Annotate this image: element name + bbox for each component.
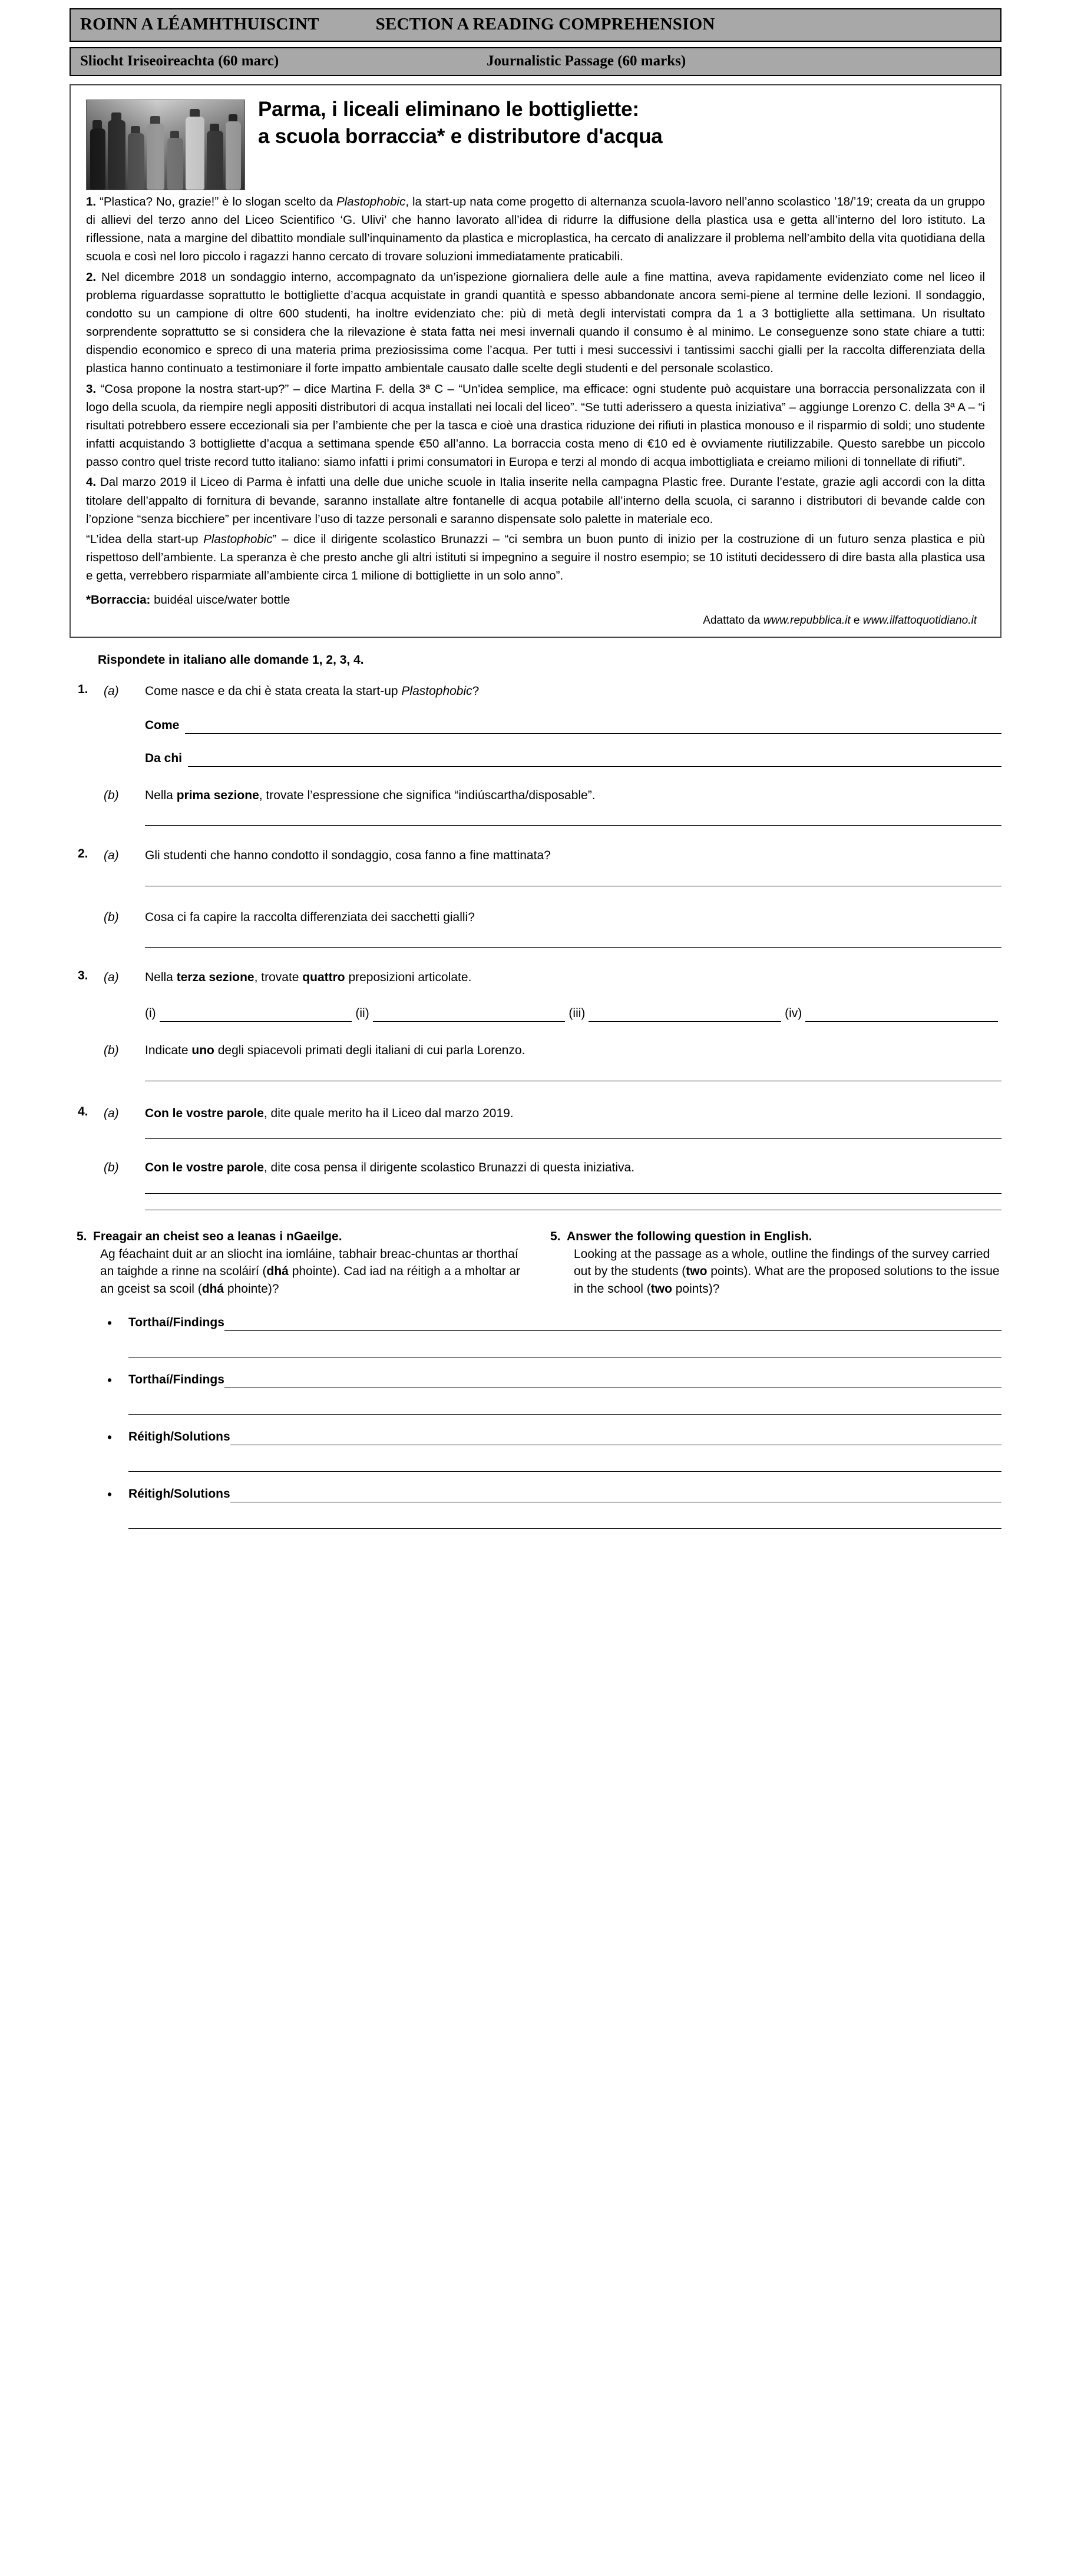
credit-source-2: www.ilfattoquotidiano.it [862, 614, 977, 627]
paragraph-number: 1. [86, 195, 97, 208]
bullet-item [107, 1373, 1001, 1388]
section-title-irish: ROINN A LÉAMHTHUISCINT [80, 15, 319, 34]
bullet-label-findings: Torthaí/Findings [128, 1316, 224, 1330]
question-5-irish-body [100, 1246, 528, 1298]
question-3b [104, 1042, 1001, 1059]
q1a-text-part-1: Come nasce e da chi è stata creata la start-up [145, 684, 402, 698]
question-5-english-body [574, 1246, 1001, 1298]
paragraph-number: 4. [86, 475, 97, 489]
bullet-dot-icon: • [107, 1372, 113, 1388]
passage-paragraph-2 [86, 268, 985, 378]
passage-paragraph-4 [86, 473, 985, 528]
q3b-text-part-1: Indicate [145, 1044, 192, 1058]
q4b-bold-prompt: Con le vostre parole [145, 1161, 264, 1175]
question-4a [104, 1105, 1001, 1123]
answer-line[interactable] [230, 1491, 1001, 1502]
question-2b [104, 909, 1001, 926]
question-1-number: 1. [78, 683, 88, 697]
paragraph-text-part-1: “Plastica? No, grazie!” è lo slogan scelto da [100, 195, 336, 208]
section-title-english: SECTION A READING COMPREHENSION [375, 15, 715, 34]
q3a-bold-count: quattro [302, 971, 345, 985]
roman-label-ii: (ii) [355, 1006, 369, 1021]
question-5-irish-head [70, 1228, 528, 1246]
footnote-term: *Borraccia: [86, 593, 151, 607]
q5ga-text-part-1: Ag féachaint duit ar an sliocht ina iomláine, tabhair breac-chuntas ar thorthaí an taighde a rinne na scoláirí ( [100, 1247, 518, 1279]
question-2b-text: Cosa ci fa capire la raccolta differenziata dei sacchetti gialli? [145, 910, 475, 924]
bullet-dot-icon: • [107, 1486, 113, 1502]
glossary-footnote [86, 593, 985, 607]
q3a-text-part-2: , trovate [254, 971, 303, 985]
paragraph-number: 2. [86, 270, 97, 284]
q5en-bold-points-1: two [686, 1264, 708, 1279]
article-headline [258, 96, 985, 150]
question-4b-letter: (b) [104, 1161, 119, 1175]
headline-line-2: a scuola borraccia* e distributore d'acqua [258, 124, 663, 148]
q1b-text-part-2: , trovate l’espressione che significa “indiúscartha/disposable”. [259, 788, 596, 802]
answer-instruction: Rispondete in italiano alle domande 1, 2, 3, 4. [98, 653, 364, 667]
q5en-bold-points-2: two [650, 1282, 672, 1296]
answer-line[interactable] [145, 1193, 1001, 1194]
question-5-answer-area [70, 1316, 1001, 1529]
startup-name-italic: Plastophobic [336, 195, 406, 208]
q5ga-bold-points-1: dhá [266, 1264, 289, 1279]
footnote-definition: buidéal uisce/water bottle [150, 593, 290, 607]
question-2a [104, 847, 1001, 865]
q5ga-text-part-2: phointe). Cad iad na réitigh a a mholtar ar an gceist sa scoil ( [100, 1264, 521, 1296]
answer-line[interactable] [145, 946, 1001, 948]
closing-text-part-2: ” – dice il dirigente scolastico Brunazzi – “ci sembra un buon punto di inizio per la costruzione di un futuro senza plastica e più rispettoso dell’ambiente. La speranza è che presto anche gli altri istituti si impegnino a seguire il nostro esempio; se 10 istituti decidessero di dire basta alla plastica usa e getta, verrebbero risparmiate all’ambiente circa 1 milione di bottigliette in un solo anno”. [86, 532, 985, 583]
startup-name-italic: Plastophobic [203, 532, 273, 546]
closing-text-part-1: “L’idea della start-up [86, 532, 204, 546]
water-bottles-photo [86, 100, 245, 190]
answer-line[interactable] [589, 1011, 781, 1022]
question-5-english-number: 5. [550, 1229, 561, 1243]
question-2a-text: Gli studenti che hanno condotto il sondaggio, cosa fanno a fine mattinata? [145, 849, 551, 863]
bullet-item [107, 1487, 1001, 1502]
answer-line[interactable] [145, 1138, 1001, 1139]
question-4b [104, 1159, 1001, 1177]
photo-overlay [87, 100, 244, 190]
question-1a-letter: (a) [104, 684, 119, 698]
answer-line[interactable] [185, 721, 1001, 734]
question-3b-text [145, 1042, 1001, 1059]
question-1b-text [145, 787, 1001, 804]
q1b-text-part-1: Nella [145, 788, 177, 802]
paragraph-text: Nel dicembre 2018 un sondaggio interno, accompagnato da un’ispezione giornaliera delle aule a fine mattina, aveva rapidamente evidenziato come nel liceo il problema riguardasse soprattutto le bottigliette d’acqua acquistate in grandi quantità e spesso abbandonate ancora semi-piene al termine delle lezioni. Il sondaggio, condotto su un campione di oltre 600 studenti, ha inoltre evidenziato che: più di metà degli intervistati compra da 1 a 3 bottigliette alla settimana. Un risultato sorprendente soprattutto se si considera che la rilevazione è stata fatta nei mesi invernali quando il consumo è al minimo. Le conseguenze sono state chiare a tutti: dispendio economico e spreco di una materia prima preziosissima come l’acqua. Per tutti i mesi successivi i tantissimi sacchi gialli per la raccolta differenziata della plastica hanno continuato a testimoniare il forte impatto ambientale causato dalle scelte degli studenti e del personale scolastico. [86, 270, 985, 376]
bullet-item [107, 1430, 1001, 1445]
bullet-label-findings: Torthaí/Findings [128, 1373, 224, 1387]
passage-paragraph-3 [86, 380, 985, 472]
question-2 [70, 847, 1001, 948]
answer-line[interactable] [128, 1346, 1001, 1357]
question-4a-letter: (a) [104, 1106, 119, 1120]
question-2-body [104, 847, 1001, 948]
question-5-english-column [543, 1228, 1001, 1298]
paragraph-text: “Cosa propone la nostra start-up?” – dice Martina F. della 3ª C – “Un'idea semplice, ma efficace: ogni studente può acquistare una borraccia personalizzata con il logo della scuola, da riempire negli appositi distributori di acqua installati nei locali del liceo”. “Se tutti aderissero a questa iniziativa” – aggiunge Lorenzo C. della 3ª A – “i risultati potrebbero essere eccezionali sia per l’ambiente che per la tasca e cioè una drastica riduzione dei rifiuti in plastica monouso e il risparmio di soldi; uno studente infatti acquistando 3 bottigliette d’acqua a settimana spende €50 all’anno. La borraccia costa meno di €10 ed è ovviamente riutilizzabile. Questo sarebbe un piccolo passo contro quel triste record tutto italiano: siamo infatti i primi consumatori in Europa e terzi al mondo di acqua imbottigliata e creiamo milioni di tonnellate di rifiuti”. [86, 382, 985, 469]
bullet-label-solutions: Réitigh/Solutions [128, 1430, 230, 1444]
headline-block [86, 96, 985, 193]
answer-line[interactable] [188, 754, 1001, 767]
q1b-bold-section: prima sezione [176, 788, 259, 802]
preposition-answer-row [145, 1006, 1001, 1022]
question-4-number: 4. [78, 1104, 88, 1118]
passage-type-row [80, 53, 992, 69]
question-1b-letter: (b) [104, 788, 119, 802]
roman-label-i: (i) [145, 1006, 156, 1021]
answer-line[interactable] [145, 1080, 1001, 1081]
question-5-irish-title: Freagair an cheist seo a leanas i nGaeilge. [93, 1229, 342, 1243]
answer-line[interactable] [128, 1403, 1001, 1415]
roman-label-iv: (iv) [785, 1006, 802, 1021]
reading-passage-box [70, 84, 1001, 638]
answer-label-come: Come [145, 718, 180, 732]
question-3-body [104, 969, 1001, 1081]
answer-field-come[interactable] [145, 719, 1001, 734]
q4b-text: , dite cosa pensa il dirigente scolastico Brunazzi di questa iniziativa. [263, 1161, 635, 1175]
question-1a-text [145, 683, 1001, 700]
answer-line[interactable] [224, 1377, 1001, 1388]
question-5-bilingual [70, 1228, 1001, 1298]
question-3a-text [145, 969, 1001, 986]
paragraph-number: 3. [86, 382, 97, 396]
source-credit [86, 614, 985, 627]
paragraph-text: Dal marzo 2019 il Liceo di Parma è infatti una delle due uniche scuole in Italia inserite nella campagna Plastic free. Durante l’estate, grazie agli accordi con la ditta titolare dell’appalto di fornitura di bevande, saranno installate altre fontanelle di acqua potabile all’interno della scuola, ci saranno i distributori di bevande calde con l’opzione “senza bicchiere” per incentivare l’uso di tazze personali e saranno dispensate solo palette in materiale eco. [86, 475, 985, 526]
passage-type-irish: Sliocht Iriseoireachta (60 marc) [80, 53, 279, 69]
q3a-text-part-1: Nella [145, 971, 177, 985]
answer-line[interactable] [145, 1209, 1001, 1210]
answer-line[interactable] [230, 1434, 1001, 1445]
q5ga-bold-points-2: dhá [201, 1282, 224, 1296]
question-5-irish-column [70, 1228, 528, 1298]
q5en-text-part-2: points). What are the proposed solutions to the issue in the school ( [574, 1264, 1000, 1296]
answer-label-dachi: Da chi [145, 751, 183, 765]
headline-line-1: Parma, i liceali eliminano le bottigliette: [258, 98, 639, 121]
question-3a-letter: (a) [104, 971, 119, 985]
section-banner [70, 8, 1001, 42]
answer-line[interactable] [805, 1011, 998, 1022]
question-1 [70, 683, 1001, 826]
credit-conjunction: e [850, 614, 863, 627]
question-1-body [104, 683, 1001, 826]
answer-line[interactable] [224, 1320, 1001, 1331]
paragraph-text-part-2: , la start-up nata come progetto di alternanza scuola-lavoro nell’anno scolastico ’18/’19; creata da un gruppo di allievi del terzo anno del Liceo Scientifico ‘G. Ulivi’ che hanno lavorato all’idea di ridurre la diffusione della plastica usa e getta all’interno del loro istituto. La riflessione, nata a margine del dibattito mondiale sull’inquinamento da plastica e microplastica, ha cercato di analizzare il problema nell’ambito della vita quotidiana della scuola e così nel loro piccolo i ragazzi hanno cercato di trovare soluzioni immediatamente praticabili. [86, 195, 985, 264]
q5en-text-part-3: points)? [672, 1282, 720, 1296]
bullet-dot-icon: • [107, 1315, 113, 1331]
question-2b-letter: (b) [104, 910, 119, 924]
credit-prefix: Adattato da [703, 614, 763, 627]
roman-label-iii: (iii) [568, 1006, 586, 1021]
bullet-item [107, 1316, 1001, 1331]
answer-line[interactable] [145, 885, 1001, 886]
question-1b [104, 787, 1001, 804]
bullet-label-solutions: Réitigh/Solutions [128, 1487, 230, 1501]
section-banner-row [80, 15, 992, 34]
answer-line[interactable] [373, 1011, 566, 1022]
question-2-number: 2. [78, 847, 88, 861]
question-1a [104, 683, 1001, 700]
question-3-number: 3. [78, 969, 88, 983]
answer-line[interactable] [145, 825, 1001, 826]
answer-line[interactable] [128, 1518, 1001, 1529]
q1a-text-part-2: ? [472, 684, 480, 698]
question-3a [104, 969, 1001, 986]
answer-line[interactable] [128, 1461, 1001, 1472]
passage-paragraph-1 [86, 193, 985, 266]
credit-source-1: www.repubblica.it [763, 614, 851, 627]
question-5-english-head [543, 1228, 1001, 1246]
q3a-bold-section: terza sezione [176, 971, 254, 985]
question-4a-text [145, 1105, 1001, 1123]
q3b-text-part-2: degli spiacevoli primati degli italiani di cui parla Lorenzo. [214, 1044, 525, 1058]
question-4b-text [145, 1159, 1001, 1177]
question-5-english-title: Answer the following question in English. [567, 1229, 812, 1243]
bullet-dot-icon: • [107, 1429, 113, 1445]
q5ga-text-part-3: phointe)? [224, 1282, 279, 1296]
passage-closing-quote [86, 530, 985, 585]
passage-type-english: Journalistic Passage (60 marks) [487, 53, 686, 69]
answer-line[interactable] [160, 1011, 352, 1022]
q4a-text: , dite quale merito ha il Liceo dal marzo 2019. [263, 1106, 514, 1120]
q1a-startup-italic: Plastophobic [401, 684, 472, 698]
q3b-bold-uno: uno [191, 1044, 214, 1058]
answer-field-dachi[interactable] [145, 751, 1001, 767]
question-4 [70, 1105, 1001, 1210]
q5en-text-part-1: Looking at the passage as a whole, outline the findings of the survey carried out by the students ( [574, 1247, 990, 1279]
passage-type-banner [70, 47, 1001, 76]
question-5-irish-number: 5. [77, 1229, 87, 1243]
question-3 [70, 969, 1001, 1081]
question-3b-letter: (b) [104, 1044, 119, 1058]
q3a-text-part-3: preposizioni articolate. [345, 971, 472, 985]
q4a-bold-prompt: Con le vostre parole [145, 1106, 264, 1120]
question-2a-letter: (a) [104, 849, 119, 863]
question-4-body [104, 1105, 1001, 1210]
